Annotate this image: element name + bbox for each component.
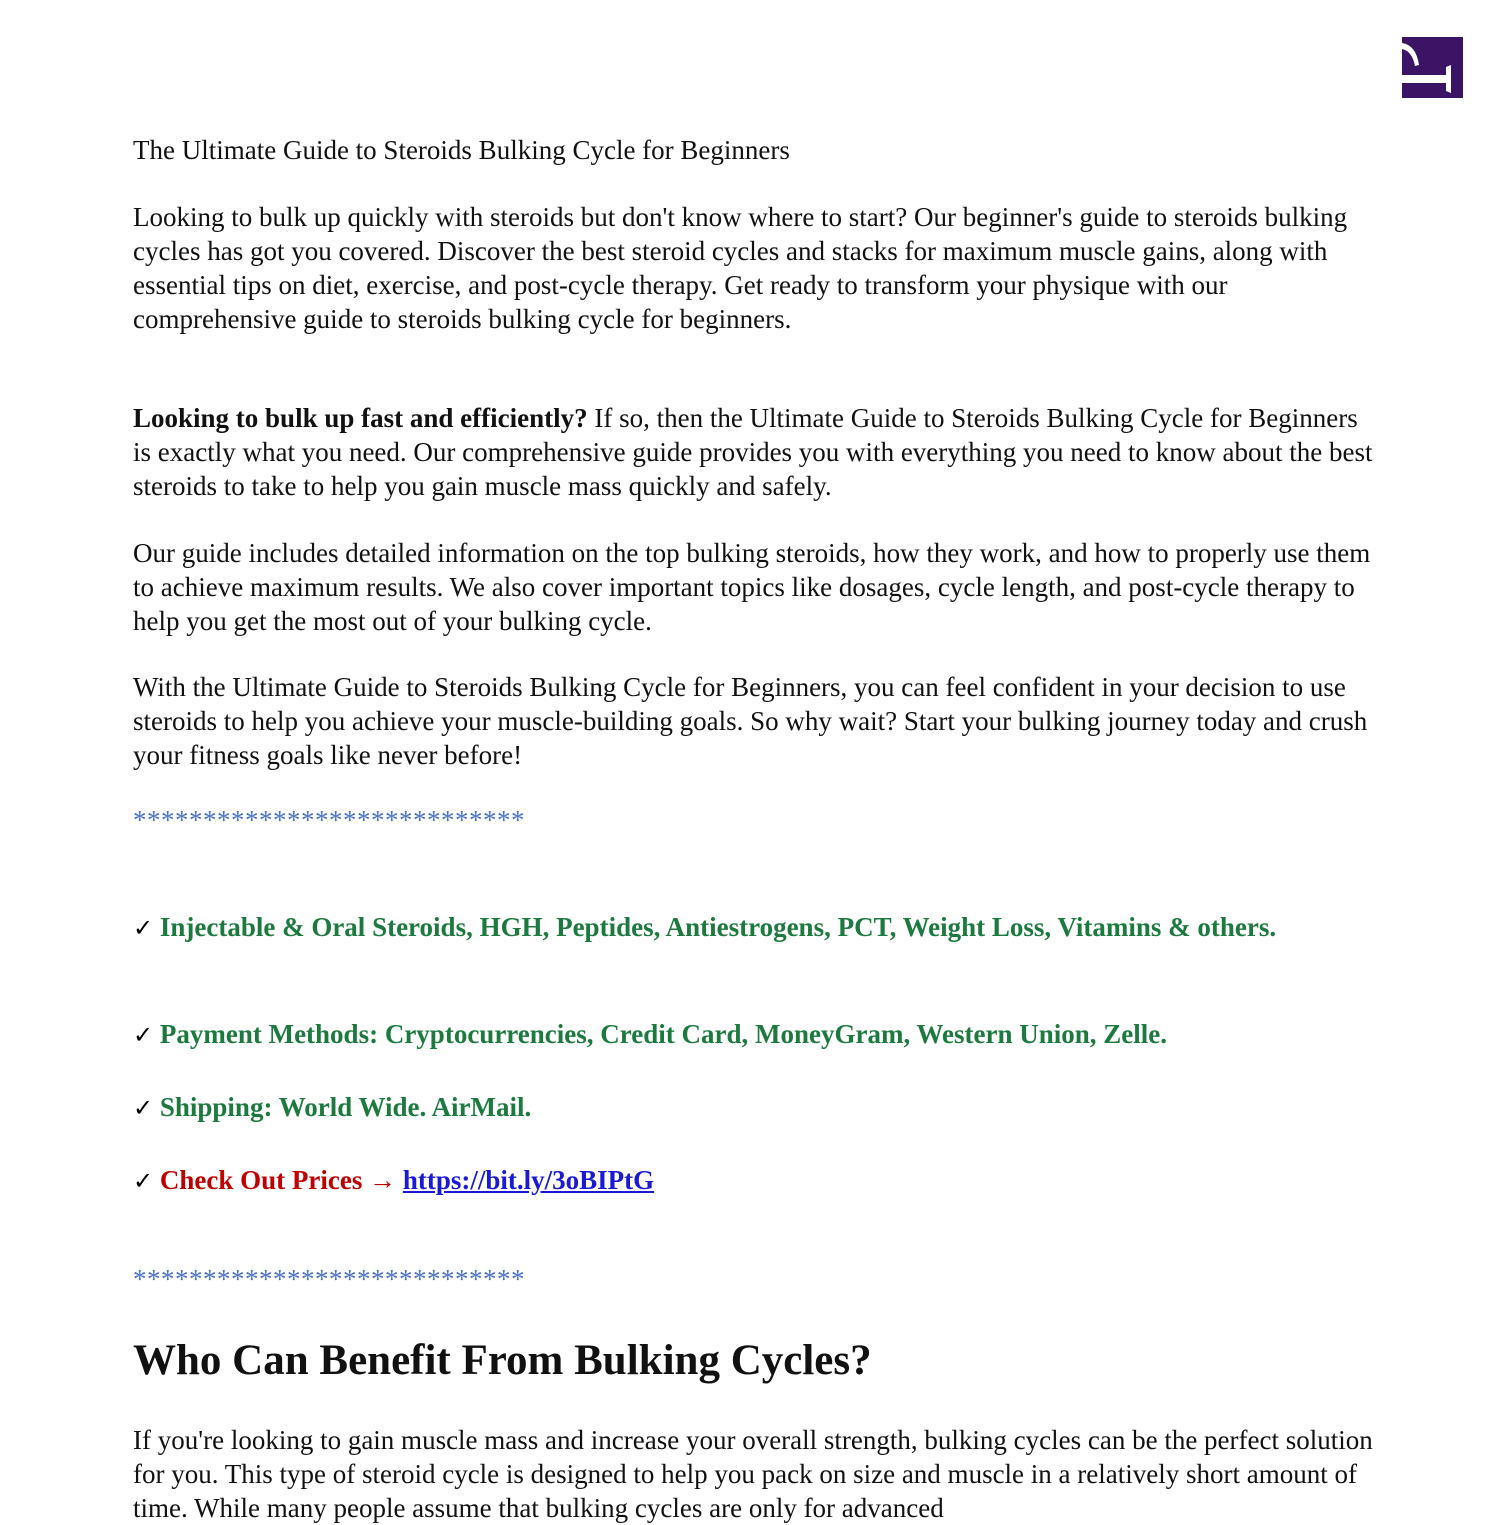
paragraph-confidence: With the Ultimate Guide to Steroids Bulking Cycle for Beginners, you can feel confident in your decision to use steroids to help you achieve your muscle-building goals. So why wait? Start your bulking journey today and crush your fitness goals like never before!: [133, 672, 1368, 770]
checkmark-icon: ✓: [133, 914, 154, 942]
bullet-payment: [133, 1017, 1333, 1052]
brand-logo-icon[interactable]: [1402, 37, 1463, 98]
checkmark-icon: ✓: [133, 1021, 154, 1049]
prices-link[interactable]: https://bit.ly/3oBIPtG: [402, 1165, 655, 1195]
paragraph-who-benefits: If you're looking to gain muscle mass and increase your overall strength, bulking cycles can be the perfect solution for you. This type of steroid cycle is designed to help you pack on size and muscle in a relatively short amount of time. While many people assume that bulking cycles are only for advanced: [133, 1425, 1373, 1523]
paragraph-lead-bold: Looking to bulk up fast and efficiently?: [133, 403, 588, 433]
bullet-products: [133, 910, 1333, 945]
separator-stars: ****************************: [133, 805, 525, 835]
bullet-shipping: [133, 1090, 1333, 1125]
paragraph-text: If so, then the Ultimate Guide to Steroids Bulking Cycle for Beginners is exactly what you need. Our comprehensive guide provides you with everything you need to know about the best steroids to take to help you gain muscle mass quickly and safely.: [133, 403, 1373, 501]
bullet-shipping-text: Shipping: World Wide. AirMail.: [159, 1092, 532, 1122]
prices-label: Check Out Prices →: [159, 1165, 397, 1195]
bullet-products-text: Injectable & Oral Steroids, HGH, Peptides, Antiestrogens, PCT, Weight Loss, Vitamins & others.: [159, 912, 1277, 942]
intro-paragraph: Looking to bulk up quickly with steroids but don't know where to start? Our beginner's guide to steroids bulking cycles has got you covered. Discover the best steroid cycles and stacks for maximum muscle gains, along with essential tips on diet, exercise, and post-cycle therapy. Get ready to transform your physique with our comprehensive guide to steroids bulking cycle for beginners.: [133, 202, 1348, 334]
section-heading: Who Can Benefit From Bulking Cycles?: [133, 1337, 872, 1384]
separator-stars: ****************************: [133, 1264, 525, 1294]
bullet-payment-text: Payment Methods: Cryptocurrencies, Credit Card, MoneyGram, Western Union, Zelle.: [159, 1019, 1167, 1049]
checkmark-icon: ✓: [133, 1167, 154, 1195]
paragraph-guide-includes: Our guide includes detailed information on the top bulking steroids, how they work, and how to properly use them to achieve maximum results. We also cover important topics like dosages, cycle length, and post-cycle therapy to help you get the most out of your bulking cycle.: [133, 538, 1371, 636]
document-title: The Ultimate Guide to Steroids Bulking Cycle for Beginners: [133, 135, 790, 165]
paragraph-bulk-fast: [133, 401, 1373, 503]
bullet-prices: [133, 1163, 1333, 1198]
checkmark-icon: ✓: [133, 1094, 154, 1122]
